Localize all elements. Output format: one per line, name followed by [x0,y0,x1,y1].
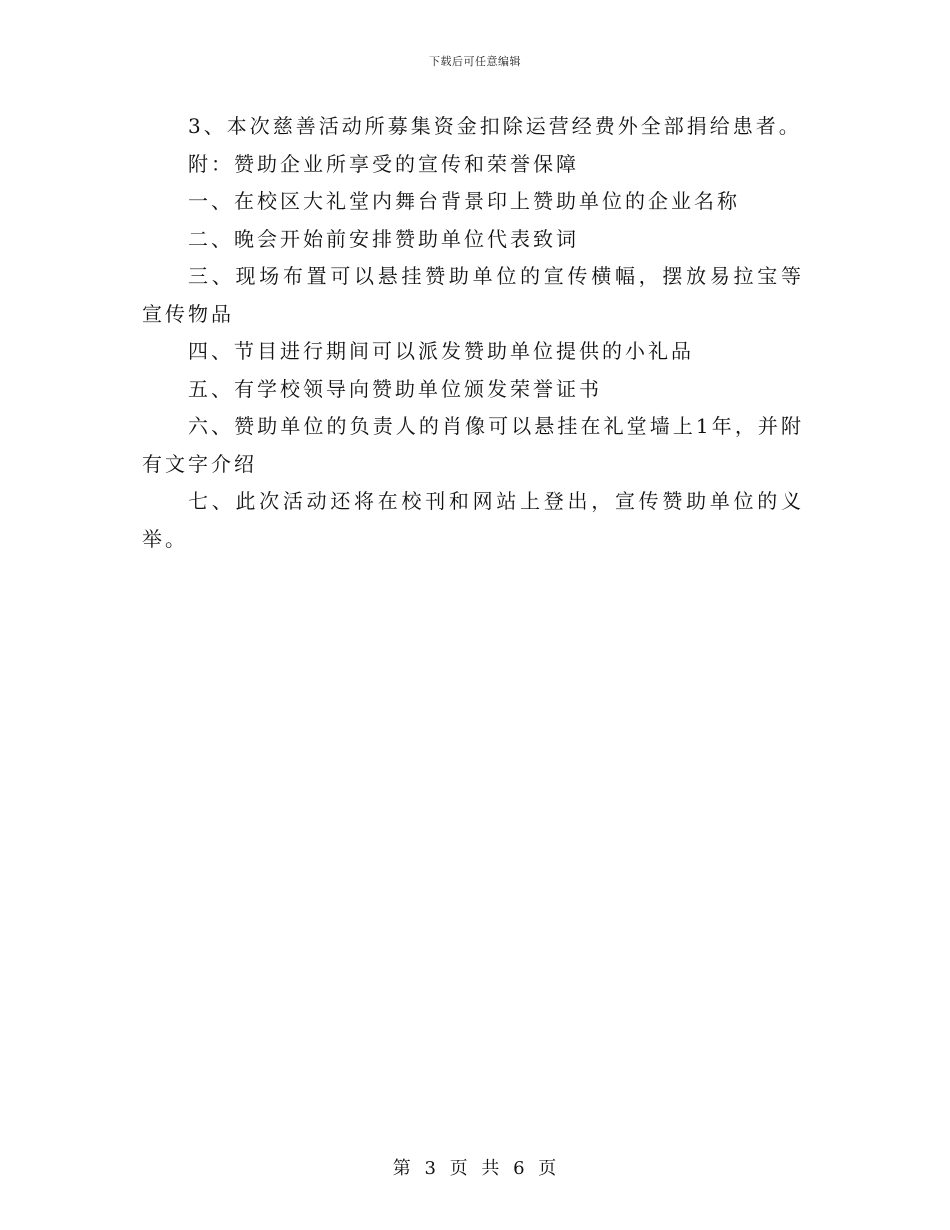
document-body [142,108,804,558]
paragraph-item-7: 七、此次活动还将在校刊和网站上登出，宣传赞助单位的义举。 [142,489,804,551]
paragraph-item-1: 一、在校区大礼堂内舞台背景印上赞助单位的企业名称 [188,189,740,213]
paragraph-item-3: 三、现场布置可以悬挂赞助单位的宣传横幅，摆放易拉宝等宣传物品 [142,264,804,326]
paragraph-item-2: 二、晚会开始前安排赞助单位代表致词 [188,226,579,251]
paragraph-fund-usage: 3、本次慈善活动所募集资金扣除运营经费外全部捐给患者。 [188,114,802,138]
page-header-note: 下载后可任意编辑 [429,55,521,68]
paragraph-item-4: 四、节目进行期间可以派发赞助单位提供的小礼品 [188,339,694,363]
page-number: 第 3 页 共 6 页 [392,1158,558,1179]
paragraph-item-6: 六、赞助单位的负责人的肖像可以悬挂在礼堂墙上1年，并附有文字介绍 [142,414,804,476]
paragraph-item-5: 五、有学校领导向赞助单位颁发荣誉证书 [188,376,602,401]
paragraph-appendix-title: 附：赞助企业所享受的宣传和荣誉保障 [188,151,579,176]
